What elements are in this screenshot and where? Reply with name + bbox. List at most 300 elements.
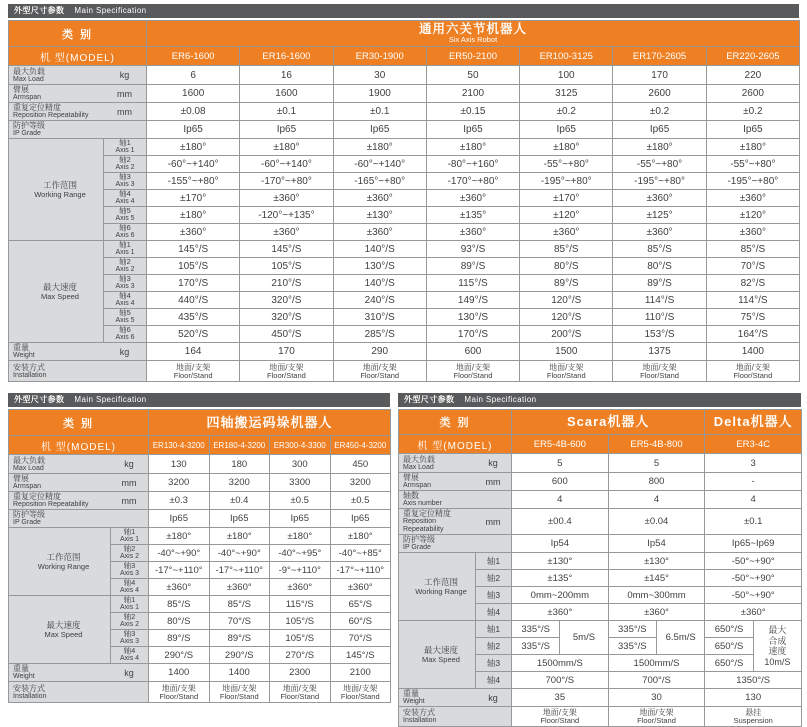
spec-value-cell: 6 — [147, 66, 240, 85]
axis-name: 轴3 — [123, 561, 136, 570]
spec-label-cell — [9, 121, 147, 139]
spec-value-cell: 300 — [270, 455, 331, 474]
spec-value-cell: ±170° — [520, 190, 613, 207]
installation-en: Floor/Stand — [640, 370, 679, 380]
spec-value-cell: 435°/S — [147, 309, 240, 326]
spec-value-cell: 520°/S — [147, 326, 240, 343]
spec-value-cell: 85°/S — [613, 241, 706, 258]
spec-label-cell — [9, 510, 149, 528]
spec-value-cell: ±0.04 — [608, 509, 705, 535]
spec-value-cell: 114°/S — [613, 292, 706, 309]
unit-label: mm — [117, 106, 132, 117]
spec-value-cell: 93°/S — [426, 241, 519, 258]
spec-value-cell: -17°~+110° — [330, 562, 391, 579]
axis-label-cell — [476, 570, 512, 587]
spec-value-cell: 85°/S — [209, 596, 270, 613]
spec-value-cell: 114°/S — [706, 292, 799, 309]
installation-en: Floor/Stand — [267, 370, 306, 380]
spec-value-cell: ±170° — [147, 190, 240, 207]
axis-name: 轴4 — [123, 578, 136, 587]
section-title-en: Main Specification — [464, 395, 537, 404]
spec-value-cell: 65°/S — [330, 596, 391, 613]
model-row-label-cell: 机 型(MODEL) — [399, 435, 512, 454]
unit-label: mm — [485, 516, 501, 527]
axis-label-cell — [476, 655, 512, 672]
installation-en: Floor/Stand — [540, 716, 580, 725]
unit-label: kg — [488, 692, 498, 703]
axis-name: 轴4 — [119, 291, 131, 300]
spec-label-cell — [9, 85, 147, 103]
axis-name: 轴2 — [486, 573, 501, 583]
axis-name-en: Axis 1 — [115, 249, 135, 256]
spec-label-cell — [399, 689, 512, 707]
spec-label-en: Axis number — [403, 500, 442, 507]
spec-value-cell: ±360° — [705, 604, 802, 621]
installation-zh: 地面/支架 — [269, 362, 304, 372]
model-header-cell: ER5-4B-800 — [608, 435, 705, 454]
spec-label-zh: 安装方式 — [403, 708, 435, 717]
axis-name: 轴3 — [123, 629, 136, 638]
spec-value-cell: Ip54 — [512, 535, 609, 553]
model-header-cell: ER50-2100 — [426, 47, 519, 66]
installation-value-cell — [706, 361, 799, 382]
spec-value-cell: 145°/S — [147, 241, 240, 258]
model-row-label-cell: 机 型(MODEL) — [9, 436, 149, 455]
group-label-cell — [399, 553, 476, 621]
spec-value-cell: 800 — [608, 473, 705, 491]
axis-name-en: Axis 1 — [119, 604, 140, 611]
spec-value-cell: 0mm~300mm — [608, 587, 705, 604]
spec-value-cell: 5 — [608, 454, 705, 473]
spec-value-cell: 335°/S — [512, 621, 560, 638]
spec-value-cell: 89°/S — [149, 630, 210, 647]
axis-label-cell — [104, 275, 147, 292]
installation-zh: 地面/支架 — [222, 683, 257, 693]
model-header-cell: ER100-3125 — [520, 47, 613, 66]
spec-value-cell: 3200 — [149, 474, 210, 492]
spec-value-cell: 700°/S — [512, 672, 609, 689]
spec-label-en: IP Grade — [13, 130, 41, 137]
axis-name: 轴2 — [123, 612, 136, 621]
axis-label-cell — [111, 647, 149, 664]
axis-name-en: Axis 2 — [119, 553, 140, 560]
spec-value-cell: ±0.15 — [426, 103, 519, 121]
category-name-zh: Scara机器人 — [566, 414, 650, 429]
spec-value-cell: 1500 — [520, 343, 613, 361]
spec-value-cell: 200°/S — [520, 326, 613, 343]
axis-name: 轴3 — [119, 274, 131, 283]
spec-value-cell: 2600 — [613, 85, 706, 103]
spec-value-cell: ±360° — [330, 579, 391, 596]
spec-value-cell: -60°~+140° — [240, 156, 333, 173]
spec-value-cell: 60°/S — [330, 613, 391, 630]
group-label-en: Max Speed — [422, 655, 460, 664]
spec-value-cell: Ip65 — [613, 121, 706, 139]
spec-value-cell: Ip65 — [333, 121, 426, 139]
axis-name-en: Axis 4 — [115, 198, 135, 205]
section-title-zh: 外型尺寸参数 — [14, 395, 65, 404]
spec-value-cell: -17°~+110° — [149, 562, 210, 579]
installation-zh: 地面/支架 — [455, 362, 491, 372]
spec-value-cell: ±0.1 — [333, 103, 426, 121]
note-line: 合成 — [768, 635, 787, 646]
axis-label-cell — [111, 545, 149, 562]
axis-label-cell — [111, 579, 149, 596]
note-line: 10m/S — [764, 656, 791, 667]
group-label-zh: 工作范围 — [423, 577, 458, 587]
spec-value-cell: ±360° — [333, 190, 426, 207]
spec-value-cell: ±0.3 — [149, 492, 210, 510]
spec-value-cell: Ip65 — [330, 510, 391, 528]
spec-label-cell — [399, 473, 512, 491]
spec-value-cell: ±130° — [333, 207, 426, 224]
spec-value-cell: 85°/S — [706, 241, 799, 258]
axis-label-cell — [104, 326, 147, 343]
installation-en: Floor/Stand — [159, 691, 199, 701]
axis-name-en: Axis 3 — [119, 638, 140, 645]
axis-name: 轴2 — [486, 641, 501, 651]
spec-value-cell: 1350°/S — [705, 672, 802, 689]
axis-name-en: Axis 4 — [119, 587, 140, 594]
category-value-cell — [705, 410, 802, 435]
spec-value-cell: 440°/S — [147, 292, 240, 309]
spec-value-cell: Ip65 — [209, 510, 270, 528]
installation-value-cell — [209, 682, 270, 703]
spec-value-cell: 89°/S — [520, 275, 613, 292]
axis-label-cell — [104, 241, 147, 258]
spec-value-cell: 1500mm/S — [512, 655, 609, 672]
installation-label-cell — [9, 682, 149, 703]
spec-value-cell: 120°/S — [520, 292, 613, 309]
group-label-cell — [9, 528, 111, 596]
spec-value-cell: 30 — [608, 689, 705, 707]
spec-table — [8, 409, 391, 703]
axis-name: 轴6 — [119, 325, 131, 334]
category-value-cell — [149, 410, 391, 436]
spec-value-cell: Ip65 — [149, 510, 210, 528]
spec-value-cell: -40°~+90° — [149, 545, 210, 562]
axis-name-en: Axis 5 — [115, 215, 135, 222]
spec-value-cell: Ip65~Ip69 — [705, 535, 802, 553]
spec-value-cell: 110°/S — [613, 309, 706, 326]
installation-value-cell — [512, 707, 609, 727]
axis-label-cell — [476, 604, 512, 621]
spec-value-cell: 50 — [426, 66, 519, 85]
section-title-zh: 外型尺寸参数 — [14, 6, 65, 15]
spec-label-cell — [9, 664, 149, 682]
spec-value-cell: -120°~+135° — [240, 207, 333, 224]
spec-value-cell: - — [705, 473, 802, 491]
installation-en: Floor/Stand — [360, 370, 400, 380]
section-title-zh: 外型尺寸参数 — [404, 395, 455, 404]
spec-value-cell: 320°/S — [240, 292, 333, 309]
spec-value-cell: ±0.5 — [270, 492, 331, 510]
spec-label-zh: 重复定位精度 — [13, 103, 61, 112]
spec-value-cell: 35 — [512, 689, 609, 707]
spec-value-cell: 105°/S — [270, 613, 331, 630]
installation-value-cell — [270, 682, 331, 703]
spec-label-en: Installation — [13, 692, 47, 700]
spec-label-cell — [9, 474, 149, 492]
spec-value-cell: 3200 — [330, 474, 391, 492]
spec-value-cell: -50°~+90° — [705, 570, 802, 587]
axis-label-cell — [476, 621, 512, 638]
spec-value-cell: -195°~+80° — [706, 173, 799, 190]
spec-label-en: Armspan — [13, 483, 42, 490]
axis-label-cell — [104, 309, 147, 326]
axis-name-en: Axis 2 — [115, 164, 135, 171]
spec-value-cell: 145°/S — [330, 647, 391, 664]
group-label-zh: 最大速度 — [42, 282, 77, 292]
spec-value-cell: ±180° — [706, 139, 799, 156]
spec-label-zh: 重量 — [13, 664, 29, 673]
group-label-cell — [9, 241, 104, 343]
spec-value-cell: 290°/S — [209, 647, 270, 664]
category-name-zh: 四轴搬运码垛机器人 — [206, 414, 333, 430]
axis-name: 轴1 — [123, 527, 136, 536]
spec-value-cell: 80°/S — [520, 258, 613, 275]
spec-value-cell: 153°/S — [613, 326, 706, 343]
spec-label-cell — [399, 454, 512, 473]
installation-zh: 地面/支架 — [343, 683, 378, 693]
axis-label-cell — [104, 292, 147, 309]
spec-label-en: Armspan — [403, 482, 432, 489]
model-row-label-cell: 机 型(MODEL) — [9, 47, 147, 66]
installation-value-cell — [333, 361, 426, 382]
spec-label-zh: 安装方式 — [13, 683, 45, 693]
spec-value-cell: 290 — [333, 343, 426, 361]
spec-value-cell: ±0.5 — [330, 492, 391, 510]
spec-value-cell: ±0.2 — [613, 103, 706, 121]
spec-value-cell: 650°/S — [705, 638, 753, 655]
spec-value-cell: 105°/S — [270, 630, 331, 647]
spec-label-en: Reposition Repeatability — [13, 501, 89, 508]
spec-value-cell: 1900 — [333, 85, 426, 103]
installation-en: Floor/Stand — [219, 691, 259, 701]
spec-value-cell: -50°~+90° — [705, 553, 802, 570]
spec-label-cell — [9, 103, 147, 121]
spec-value-cell: 149°/S — [426, 292, 519, 309]
axis-label-cell — [476, 672, 512, 689]
spec-value-cell: 115°/S — [270, 596, 331, 613]
spec-value-cell: 4 — [512, 491, 609, 509]
spec-label-zh: 重复定位精度 — [13, 492, 61, 501]
spec-value-cell: ±360° — [426, 224, 519, 241]
spec-value-cell: -170°~+80° — [240, 173, 333, 190]
spec-value-cell: 70°/S — [330, 630, 391, 647]
spec-value-cell: ±180° — [613, 139, 706, 156]
spec-value-cell: 1600 — [147, 85, 240, 103]
spec-label-cell — [9, 455, 149, 474]
axis-label-cell — [104, 207, 147, 224]
axis-name: 轴4 — [123, 646, 136, 655]
axis-label-cell — [476, 587, 512, 604]
axis-label-cell — [111, 562, 149, 579]
axis-name: 轴4 — [119, 189, 131, 198]
spec-label-zh: 臂展 — [403, 473, 419, 482]
spec-value-cell: ±00.4 — [512, 509, 609, 535]
category-label-cell: 类 别 — [9, 21, 147, 47]
spec-value-cell: ±360° — [209, 579, 270, 596]
spec-value-cell: -195°~+80° — [613, 173, 706, 190]
spec-value-cell: ±180° — [330, 528, 391, 545]
spec-label-zh: 防护等级 — [13, 121, 45, 130]
spec-value-cell: ±180° — [147, 139, 240, 156]
spec-value-cell: 650°/S — [705, 621, 753, 638]
spec-value-cell: Ip65 — [270, 510, 331, 528]
spec-value-cell: ±180° — [426, 139, 519, 156]
installation-en: Floor/Stand — [637, 716, 676, 725]
spec-value-cell: Ip65 — [147, 121, 240, 139]
spec-value-cell: 105°/S — [240, 258, 333, 275]
spec-label-cell — [9, 66, 147, 85]
spec-value-cell: 3200 — [209, 474, 270, 492]
spec-value-cell: 170 — [240, 343, 333, 361]
spec-label-cell — [399, 491, 512, 509]
spec-value-cell: ±360° — [706, 190, 799, 207]
spec-value-cell: -17°~+110° — [209, 562, 270, 579]
spec-value-cell: 164 — [147, 343, 240, 361]
spec-value-cell: ±180° — [333, 139, 426, 156]
spec-label-cell — [9, 492, 149, 510]
spec-value-cell: 210°/S — [240, 275, 333, 292]
axis-name-en: Axis 2 — [115, 266, 135, 273]
spec-value-cell: 240°/S — [333, 292, 426, 309]
spec-value-cell: ±0.2 — [520, 103, 613, 121]
spec-value-cell: -55°~+80° — [613, 156, 706, 173]
spec-value-cell: ±360° — [706, 224, 799, 241]
section-title-en: Main Specification — [74, 6, 147, 15]
spec-value-cell: 3125 — [520, 85, 613, 103]
spec-value-cell: 335°/S — [608, 638, 656, 655]
axis-name: 轴4 — [486, 675, 501, 685]
spec-value-cell: 89°/S — [426, 258, 519, 275]
axis-name: 轴2 — [119, 155, 131, 164]
spec-value-cell: Ip65 — [426, 121, 519, 139]
spec-value-cell: -60°~+140° — [147, 156, 240, 173]
installation-en: Floor/Stand — [733, 370, 773, 380]
installation-zh: 地面/支架 — [549, 362, 584, 372]
spec-value-cell: ±360° — [512, 604, 609, 621]
category-label-cell: 类 别 — [399, 410, 512, 435]
spec-label-en: Armspan — [13, 94, 42, 101]
spec-value-cell: ±180° — [240, 139, 333, 156]
installation-en: Floor/Stand — [280, 691, 320, 701]
spec-value-cell: 700°/S — [608, 672, 705, 689]
spec-value-cell: 130 — [149, 455, 210, 474]
section-header-bar — [8, 4, 799, 18]
spec-label-en: Max Load — [13, 75, 44, 83]
spec-value-cell: 82°/S — [706, 275, 799, 292]
spec-value-cell: ±0.1 — [705, 509, 802, 535]
installation-label-cell — [9, 361, 147, 382]
category-name-zh: 通用六关节机器人 — [419, 21, 528, 36]
spec-value-cell: 85°/S — [520, 241, 613, 258]
spec-value-cell: 1375 — [613, 343, 706, 361]
spec-value-cell: -195°~+80° — [520, 173, 613, 190]
axis-name-en: Axis 1 — [119, 536, 140, 543]
spec-value-cell: 335°/S — [512, 638, 560, 655]
spec-value-cell: 2100 — [330, 664, 391, 682]
installation-zh: 地面/支架 — [542, 708, 577, 717]
axis-name-en: Axis 2 — [119, 621, 140, 628]
group-label-cell — [399, 621, 476, 689]
spec-value-cell: 3300 — [270, 474, 331, 492]
installation-value-cell — [147, 361, 240, 382]
spec-value-cell: 130°/S — [333, 258, 426, 275]
spec-value-cell: ±360° — [608, 604, 705, 621]
spec-label-zh: 最大负载 — [13, 66, 45, 76]
spec-value-cell: ±125° — [613, 207, 706, 224]
spec-value-cell: 164°/S — [706, 326, 799, 343]
axis-label-cell — [476, 638, 512, 655]
group-label-zh: 最大速度 — [46, 620, 81, 630]
spec-value-cell: ±360° — [149, 579, 210, 596]
spec-label-zh: 轴数 — [403, 491, 419, 500]
unit-label: mm — [121, 495, 137, 506]
group-label-en: Max Speed — [41, 292, 79, 301]
unit-label: mm — [485, 476, 501, 487]
installation-en: Floor/Stand — [173, 370, 213, 380]
axis-name: 轴1 — [119, 240, 131, 249]
spec-value-cell: 220 — [706, 66, 799, 85]
spec-label-zh: 防护等级 — [13, 510, 45, 519]
spec-value-cell: 100 — [520, 66, 613, 85]
spec-value-cell: 140°/S — [333, 241, 426, 258]
spec-value-cell: ±180° — [520, 139, 613, 156]
spec-label-zh: 重复定位精度 — [403, 509, 451, 518]
spec-value-cell: ±360° — [613, 190, 706, 207]
spec-value-cell: -55°~+80° — [706, 156, 799, 173]
spec-value-cell: ±360° — [426, 190, 519, 207]
spec-value-cell: ±130° — [608, 553, 705, 570]
installation-value-cell — [330, 682, 391, 703]
unit-label: kg — [124, 667, 134, 678]
axis-name-en: Axis 3 — [119, 570, 140, 577]
model-header-cell: ER30-1900 — [333, 47, 426, 66]
spec-value-cell: 2300 — [270, 664, 331, 682]
spec-label-en: Installation — [13, 371, 47, 379]
spec-label-en: IP Grade — [13, 519, 41, 526]
spec-value-cell: ±135° — [426, 207, 519, 224]
spec-label-zh: 安装方式 — [13, 362, 45, 372]
spec-label-en: Max Load — [13, 464, 44, 472]
group-label-cell — [9, 139, 104, 241]
spec-value-cell: 0mm~200mm — [512, 587, 609, 604]
group-label-en: Max Speed — [44, 630, 83, 639]
spec-value-cell: 6.5m/S — [656, 621, 704, 655]
category-name-en: Six Axis Robot — [448, 34, 498, 44]
spec-value-cell: 89°/S — [209, 630, 270, 647]
axis-name: 轴6 — [119, 223, 131, 232]
installation-zh: 地面/支架 — [282, 683, 317, 693]
axis-label-cell — [104, 190, 147, 207]
spec-label-cell — [399, 535, 512, 553]
spec-value-cell: 1600 — [240, 85, 333, 103]
spec-table — [8, 20, 800, 382]
model-header-cell: ER5-4B-600 — [512, 435, 609, 454]
spec-value-cell: 70°/S — [706, 258, 799, 275]
spec-value-cell: ±360° — [613, 224, 706, 241]
unit-label: kg — [119, 70, 130, 80]
scara-delta-robot-spec-table — [398, 393, 801, 727]
group-label-zh: 工作范围 — [46, 552, 81, 562]
spec-value-cell: 120°/S — [520, 309, 613, 326]
spec-value-cell: ±180° — [270, 528, 331, 545]
installation-value-cell — [149, 682, 210, 703]
installation-value-cell — [426, 361, 519, 382]
spec-value-cell: 30 — [333, 66, 426, 85]
